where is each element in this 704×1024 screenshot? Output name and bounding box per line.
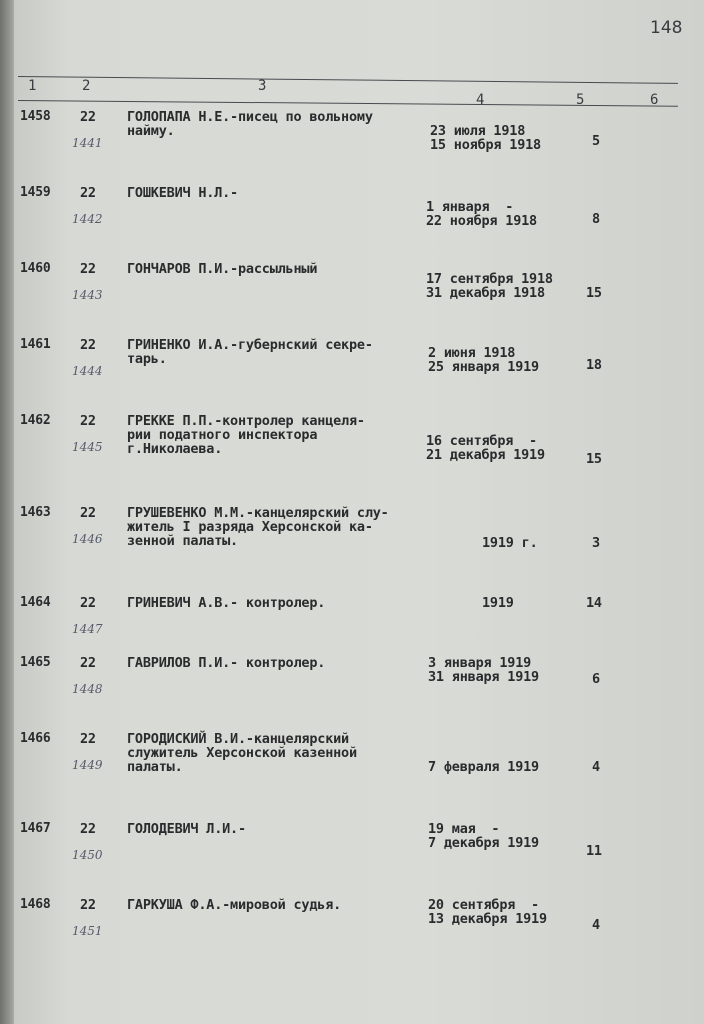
handwritten-number: 1449 [72,758,103,772]
sheet-count: 3 [592,535,600,551]
handwritten-number: 1441 [72,136,103,150]
entry-number: 1461 [20,337,51,352]
handwritten-number: 1451 [72,924,103,938]
entry-description: ГРИНЕВИЧ А.В.- контролер. [127,595,326,611]
entry-number: 1462 [20,413,51,428]
entry-number: 1466 [20,731,51,746]
entry-dates: 2 июня 1918 25 января 1919 [428,345,539,375]
entry-dates: 1919 г. [482,535,538,551]
sheet-count: 18 [586,357,602,373]
handwritten-number: 1445 [72,440,103,454]
entry-description: ГРУШЕВЕНКО М.М.-канцелярский слу- житель I разряда Херсонской ка- зенной палаты. [127,505,389,549]
handwritten-number: 1446 [72,532,103,546]
entry-number: 1458 [20,109,51,124]
fond-number: 22 [80,109,96,125]
column-header-1: 1 [28,78,37,94]
entry-number: 1459 [20,185,51,200]
entry-description: ГРИНЕНКО И.А.-губернский секре- тарь. [127,337,373,367]
entry-dates: 17 сентября 1918 31 декабря 1918 [426,271,553,301]
entry-dates: 19 мая - 7 декабря 1919 [428,821,539,851]
entry-description: ГАВРИЛОВ П.И.- контролер. [127,655,326,671]
entry-dates: 16 сентября - 21 декабря 1919 [426,433,545,463]
fond-number: 22 [80,731,96,747]
handwritten-number: 1450 [72,848,103,862]
handwritten-number: 1447 [72,622,103,636]
entry-description: ГОЛОДЕВИЧ Л.И.- [127,821,246,837]
entry-number: 1463 [20,505,51,520]
sheet-count: 15 [586,285,602,301]
fond-number: 22 [80,413,96,429]
entry-number: 1465 [20,655,51,670]
sheet-count: 5 [592,133,600,149]
handwritten-number: 1443 [72,288,103,302]
fond-number: 22 [80,897,96,913]
entry-dates: 23 июля 1918 15 ноября 1918 [430,123,541,153]
column-header-3: 3 [258,78,267,94]
sheet-count: 15 [586,451,602,467]
entry-description: ГОНЧАРОВ П.И.-рассыльный [127,261,318,277]
entry-dates: 1919 [482,595,514,611]
column-header-5: 5 [576,92,585,108]
entry-description: ГОШКЕВИЧ Н.Л.- [127,185,238,201]
entry-number: 1467 [20,821,51,836]
sheet-count: 4 [592,917,600,933]
fond-number: 22 [80,185,96,201]
entry-description: ГОРОДИСКИЙ В.И.-канцелярский служитель Херсонской казенной палаты. [127,731,357,775]
entry-dates: 3 января 1919 31 января 1919 [428,655,539,685]
sheet-count: 11 [586,843,602,859]
sheet-count: 4 [592,759,600,775]
handwritten-number: 1444 [72,364,103,378]
column-header-4: 4 [476,92,485,108]
entry-dates: 7 февраля 1919 [428,759,539,775]
fond-number: 22 [80,261,96,277]
sheet-count: 6 [592,671,600,687]
entry-number: 1460 [20,261,51,276]
entry-number: 1468 [20,897,51,912]
sheet-count: 8 [592,211,600,227]
entry-description: ГРЕККЕ П.П.-контролер канцеля- рии податного инспектора г.Николаева. [127,413,365,457]
column-header-2: 2 [82,78,91,94]
fond-number: 22 [80,821,96,837]
handwritten-number: 1448 [72,682,103,696]
handwritten-number: 1442 [72,212,103,226]
column-header-6: 6 [650,92,659,108]
entry-description: ГАРКУША Ф.А.-мировой судья. [127,897,342,913]
page-number: 148 [650,18,683,38]
entry-dates: 1 января - 22 ноября 1918 [426,199,537,229]
sheet-count: 14 [586,595,602,611]
fond-number: 22 [80,595,96,611]
entry-number: 1464 [20,595,51,610]
entry-dates: 20 сентября - 13 декабря 1919 [428,897,547,927]
entry-description: ГОЛОПАПА Н.Е.-писец по вольному найму. [127,109,373,139]
fond-number: 22 [80,337,96,353]
fond-number: 22 [80,655,96,671]
fond-number: 22 [80,505,96,521]
